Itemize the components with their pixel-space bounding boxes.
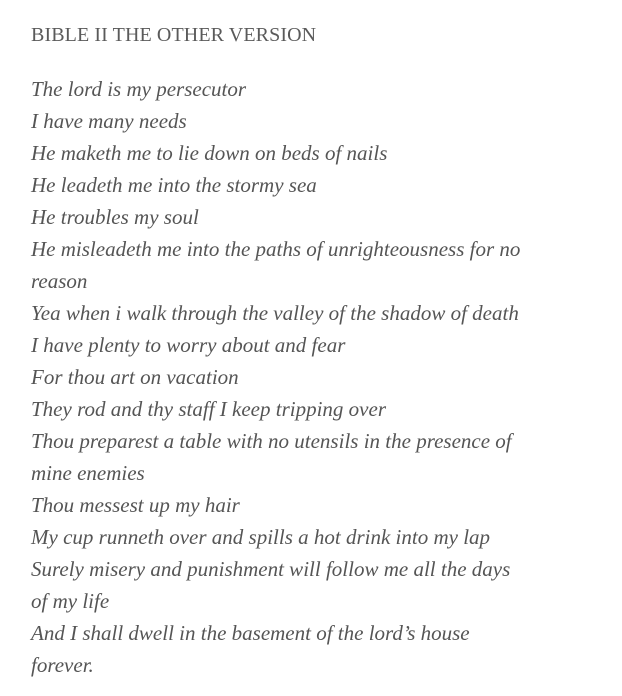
poem-line: The lord is my persecutor <box>31 77 247 101</box>
poem-line: I have many needs <box>31 109 187 133</box>
poem-line: reason <box>31 269 88 293</box>
poem-line: mine enemies <box>31 461 145 485</box>
poem-line: He troubles my soul <box>31 205 199 229</box>
poem-line: For thou art on vacation <box>31 365 239 389</box>
poem-line: Thou preparest a table with no utensils in the presence of <box>31 429 512 453</box>
page-title: BIBLE II THE OTHER VERSION <box>31 24 317 46</box>
poem-line: Thou messest up my hair <box>31 493 240 517</box>
poem-line: He leadeth me into the stormy sea <box>31 173 317 197</box>
poem-line: of my life <box>31 589 110 613</box>
poem-line: He maketh me to lie down on beds of nails <box>31 141 388 165</box>
poem-line: forever. <box>31 653 94 677</box>
poem-line: Yea when i walk through the valley of the shadow of death <box>31 301 519 325</box>
poem-body <box>31 73 601 681</box>
poem-line: He misleadeth me into the paths of unrighteousness for no <box>31 237 521 261</box>
poem-line: Surely misery and punishment will follow me all the days <box>31 557 511 581</box>
poem-line: My cup runneth over and spills a hot drink into my lap <box>31 525 491 549</box>
poem-line: They rod and thy staff I keep tripping over <box>31 397 386 421</box>
poem-line: And I shall dwell in the basement of the lord’s house <box>31 621 470 645</box>
poem-line: I have plenty to worry about and fear <box>31 333 346 357</box>
